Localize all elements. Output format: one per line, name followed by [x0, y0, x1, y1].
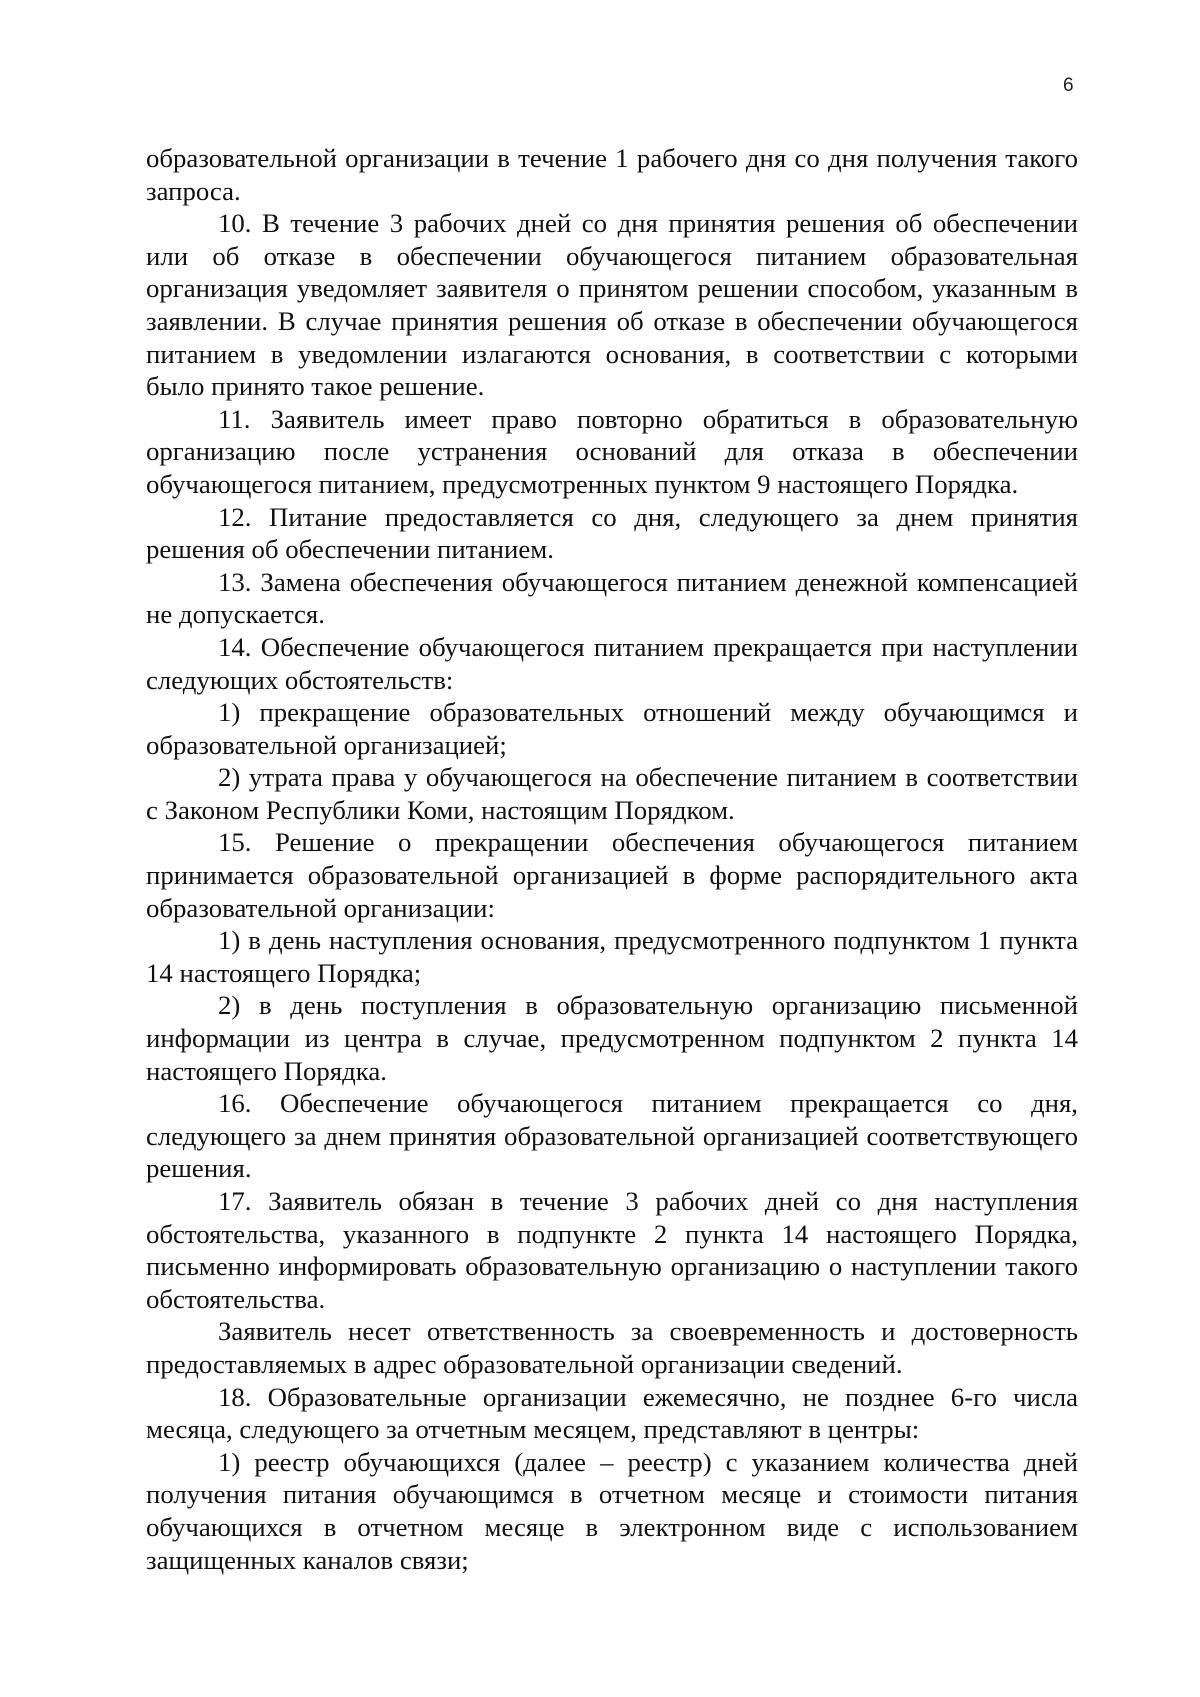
paragraph-continuation: образовательной организации в течение 1 рабочего дня со дня получения такого запроса.	[146, 143, 1078, 206]
paragraph-15-item-1: 1) в день наступления основания, предусмотренного подпунктом 1 пункта 14 настоящего Порядка;	[146, 925, 1078, 988]
paragraph-10: 10. В течение 3 рабочих дней со дня принятия решения об обеспечении или об отказе в обеспечении обучающегося питанием образовательная организация уведомляет заявителя о принятом решении способом, указанным в заявлении. В случае принятия решения об отказе в обеспечении обучающегося питанием в уведомлении излагаются основания, в соответствии с которыми было принято такое решение.	[146, 208, 1078, 402]
paragraph-14: 14. Обеспечение обучающегося питанием прекращается при наступлении следующих обстоятельств:	[146, 631, 1078, 695]
paragraph-12: 12. Питание предоставляется со дня, следующего за днем принятия решения об обеспечении питанием.	[146, 501, 1078, 565]
paragraph-14-item-2: 2) утрата права у обучающегося на обеспечение питанием в соответствии с Законом Республики Коми, настоящим Порядком.	[146, 762, 1078, 825]
document-body	[146, 142, 1078, 1576]
paragraph-18-item-1: 1) реестр обучающихся (далее – реестр) с указанием количества дней получения питания обучающимся в отчетном месяце и стоимости питания обучающихся в отчетном месяце в электронном виде с использованием защищенных каналов связи;	[146, 1446, 1078, 1575]
paragraph-11: 11. Заявитель имеет право повторно обратиться в образовательную организацию после устранения оснований для отказа в обеспечении обучающегося питанием, предусмотренных пунктом 9 настоящего Порядка.	[146, 403, 1078, 499]
paragraph-15-item-2: 2) в день поступления в образовательную организацию письменной информации из центра в случае, предусмотренном подпунктом 2 пункта 14 настоящего Порядка.	[146, 990, 1078, 1086]
paragraph-17-responsibility: Заявитель несет ответственность за своевременность и достоверность предоставляемых в адрес образовательной организации сведений.	[146, 1316, 1078, 1379]
paragraph-16: 16. Обеспечение обучающегося питанием прекращается со дня, следующего за днем принятия образовательной организацией соответствующего решения.	[146, 1088, 1078, 1184]
paragraph-18: 18. Образовательные организации ежемесячно, не позднее 6-го числа месяца, следующего за отчетным месяцем, представляют в центры:	[146, 1381, 1078, 1445]
page-number: 6	[1063, 75, 1074, 96]
paragraph-15: 15. Решение о прекращении обеспечения обучающегося питанием принимается образовательной организацией в форме распорядительного акта образовательной организации:	[146, 827, 1078, 923]
paragraph-17: 17. Заявитель обязан в течение 3 рабочих дней со дня наступления обстоятельства, указанного в подпункте 2 пункта 14 настоящего Порядка, письменно информировать образовательную организацию о наступлении такого обстоятельства.	[146, 1186, 1078, 1314]
paragraph-14-item-1: 1) прекращение образовательных отношений между обучающимся и образовательной организацией;	[146, 697, 1078, 760]
paragraph-13: 13. Замена обеспечения обучающегося питанием денежной компенсацией не допускается.	[146, 566, 1078, 630]
